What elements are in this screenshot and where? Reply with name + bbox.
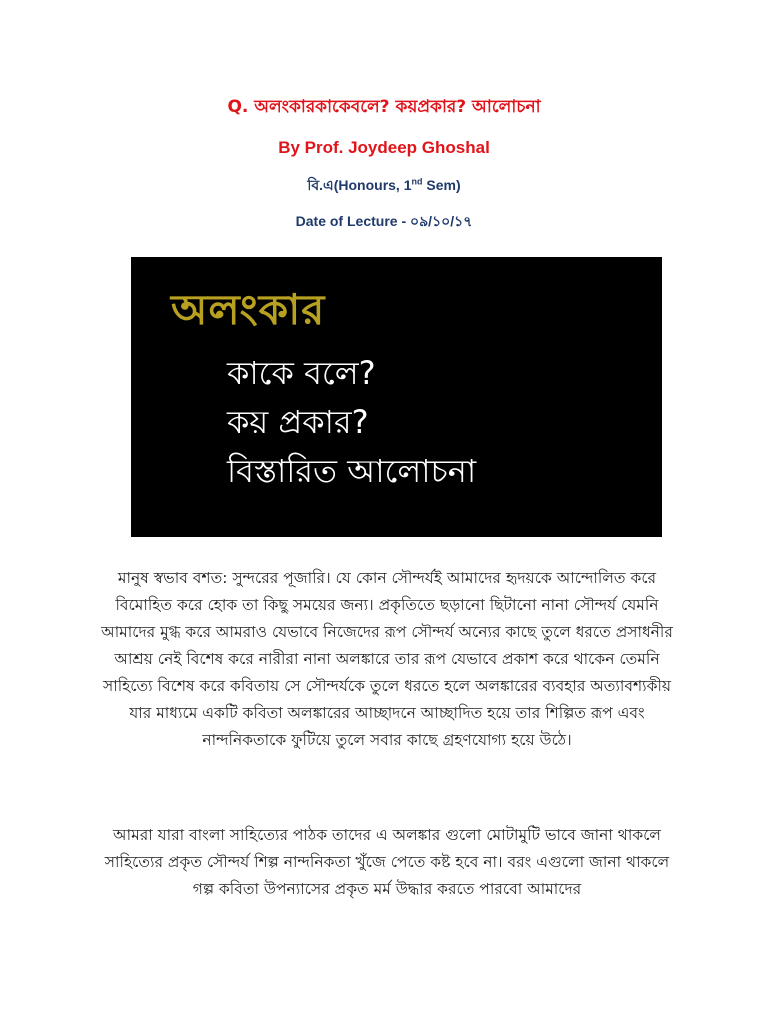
course-info: [0, 174, 768, 198]
banner-lines: [227, 349, 476, 496]
body-paragraph-1: মানুষ স্বভাব বশত: সুন্দরের পূজারি। যে কোন সৌন্দর্যই আমাদের হৃদয়কে আন্দোলিত করে বিমোহিত করে হোক তা কিছু সময়ের জন্য। প্রকৃতিতে ছড়ানো ছিটানো নানা সৌন্দর্য যেমনি আমাদের মুগ্ধ করে আমরাও যেভাবে নিজেদের রূপ সৌন্দর্য অন্যের কাছে তুলে ধরতে প্রসাধনীর আশ্রয় নেই বিশেষ করে নারীরা নানা অলঙ্কারে তার রূপ যেভাবে প্রকাশ করে থাকেন তেমনি সাহিত্যে বিশেষ করে কবিতায় সে সৌন্দর্যকে তুলে ধরতে হলে অলঙ্কারের ব্যবহার অত্যাবশ্যকীয় যার মাধ্যমে একটি কবিতা অলঙ্কারের আচ্ছাদনে আচ্ছাদিত হয়ে তার শিল্পিত রূপ এবং নান্দনিকতাকে ফুটিয়ে তুলে সবার কাছে গ্রহণযোগ্য হয়ে উঠে।: [101, 569, 673, 749]
body-paragraph-2: আমরা যারা বাংলা সাহিত্যের পাঠক তাদের এ অলঙ্কার গুলো মোটামুটি ভাবে জানা থাকলে সাহিত্যের প্রকৃত সৌন্দর্য শিল্প নান্দনিকতা খুঁজে পেতে কষ্ট হবে না। বরং এগুলো জানা থাকলে গল্প কবিতা উপন্যাসের প্রকৃত মর্ম উদ্ধার করতে পারবো আমাদের: [104, 826, 670, 898]
banner-line: বিস্তারিত আলোচনা: [227, 452, 477, 490]
course-suffix: Sem): [422, 177, 461, 193]
banner-heading: অলংকার: [171, 285, 326, 334]
lecture-date: Date of Lecture - ০৯/১০/১৭: [295, 213, 473, 229]
banner-line: কাকে বলে?: [227, 354, 376, 392]
course-prefix: বি.এ(Honours, 1: [307, 177, 412, 193]
banner-line: কয় প্রকার?: [227, 403, 369, 441]
page-title: Q. অলংকারকাকেবলে? কয়প্রকার? আলোচনা: [227, 97, 541, 117]
course-sup: nd: [411, 176, 423, 187]
author-byline: By Prof. Joydeep Ghoshal: [278, 138, 490, 157]
banner-image: [131, 257, 662, 537]
